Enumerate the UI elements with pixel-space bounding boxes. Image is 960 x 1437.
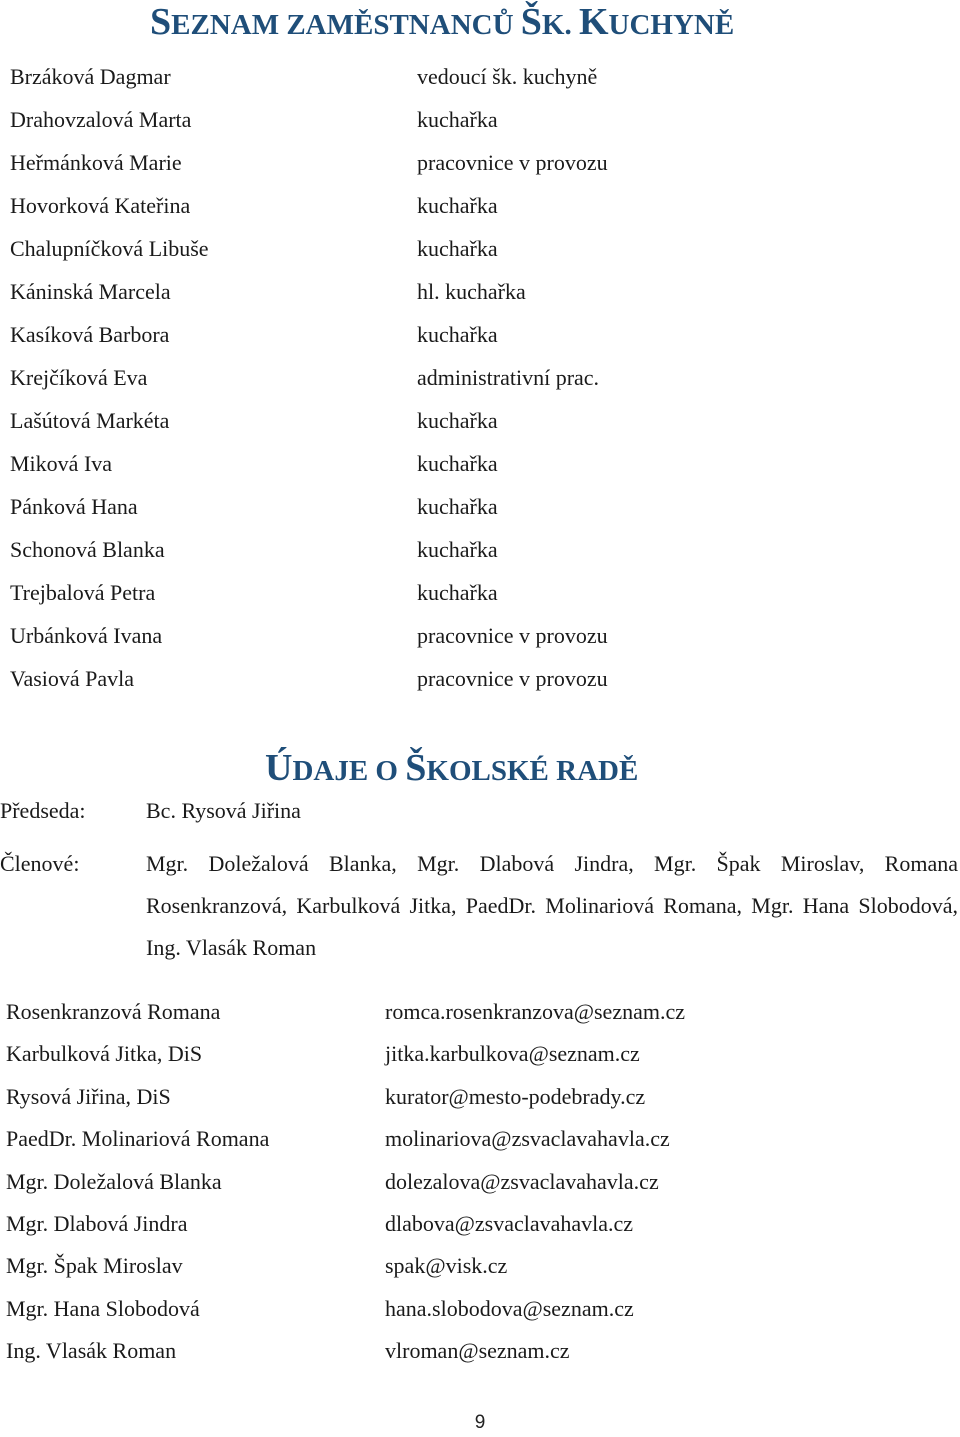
staff-name: Krejčíková Eva (10, 365, 148, 390)
page-number: 9 (474, 1412, 486, 1433)
staff-name: Brzáková Dagmar (10, 64, 171, 89)
staff-name: Káninská Marcela (10, 279, 171, 304)
board-title-rest: DAJE O (292, 755, 406, 787)
contact-email: jitka.karbulkova@seznam.cz (385, 1041, 640, 1067)
staff-list-title (150, 3, 734, 41)
staff-role: vedoucí šk. kuchyně (417, 64, 598, 89)
staff-name: Kasíková Barbora (10, 322, 170, 347)
staff-name: Hovorková Kateřina (10, 193, 191, 218)
staff-title-rest-2: K. (541, 9, 579, 41)
staff-title-rest: EZNAM ZAMĚSTNANCŮ (171, 9, 521, 41)
staff-name: Drahovzalová Marta (10, 107, 192, 132)
members-value: Mgr. Doležalová Blanka, Mgr. Dlabová Jindra, Mgr. Špak Miroslav, Romana Rosenkranzová, Karbulková Jitka, PaedDr. Molinariová Romana, Mgr. Hana Slobodová, Ing. Vlasák Roman (146, 851, 958, 960)
contact-email: molinariova@zsvaclavahavla.cz (385, 1126, 670, 1152)
staff-name: Pánková Hana (10, 494, 138, 519)
staff-role: kuchařka (417, 494, 498, 519)
school-board-title (265, 749, 638, 787)
chair-value: Bc. Rysová Jiřina (146, 798, 301, 823)
contact-name: Karbulková Jitka, DiS (6, 1041, 203, 1067)
contact-email: dolezalova@zsvaclavahavla.cz (385, 1168, 659, 1194)
staff-role-column (417, 55, 608, 700)
staff-role: administrativní prac. (417, 365, 600, 390)
staff-name: Urbánková Ivana (10, 623, 163, 648)
contact-name: Mgr. Špak Miroslav (6, 1253, 183, 1279)
contact-name: PaedDr. Molinariová Romana (6, 1126, 270, 1152)
staff-name: Chalupníčková Libuše (10, 236, 209, 261)
staff-role: kuchařka (417, 322, 498, 347)
contact-email: kurator@mesto-podebrady.cz (385, 1083, 646, 1109)
staff-title-lead-2: Š (520, 1, 542, 43)
staff-role: hl. kuchařka (417, 279, 526, 304)
staff-role: kuchařka (417, 236, 498, 261)
contact-email: vlroman@seznam.cz (385, 1338, 570, 1364)
staff-role: kuchařka (417, 107, 498, 132)
staff-role: kuchařka (417, 537, 498, 562)
contact-name-column (6, 991, 269, 1373)
staff-role: pracovnice v provozu (417, 623, 608, 648)
board-title-lead: Ú (265, 747, 293, 789)
chair-label: Předseda: (0, 798, 86, 823)
staff-name-column (10, 55, 209, 700)
staff-role: pracovnice v provozu (417, 666, 608, 691)
staff-name: Vasiová Pavla (10, 666, 135, 691)
staff-role: pracovnice v provozu (417, 150, 608, 175)
staff-role: kuchařka (417, 408, 498, 433)
contact-email: spak@visk.cz (385, 1253, 508, 1279)
staff-name: Schonová Blanka (10, 537, 165, 562)
staff-name: Heřmánková Marie (10, 150, 182, 175)
staff-role: kuchařka (417, 193, 498, 218)
contact-name: Mgr. Doležalová Blanka (6, 1168, 222, 1194)
staff-role: kuchařka (417, 451, 498, 476)
contact-name: Rosenkranzová Romana (6, 999, 221, 1024)
contact-name: Rysová Jiřina, DiS (6, 1083, 171, 1109)
staff-name: Trejbalová Petra (10, 580, 156, 605)
contact-email: hana.slobodova@seznam.cz (385, 1295, 634, 1321)
staff-name: Miková Iva (10, 451, 113, 476)
contact-email-column (385, 991, 685, 1373)
contact-name: Mgr. Hana Slobodová (6, 1295, 200, 1321)
staff-name: Lašútová Markéta (10, 408, 170, 433)
staff-title-lead-3: K (578, 1, 609, 43)
contact-name: Mgr. Dlabová Jindra (6, 1210, 188, 1236)
contact-email: romca.rosenkranzova@seznam.cz (385, 999, 685, 1024)
staff-title-lead: S (150, 1, 172, 43)
staff-role: kuchařka (417, 580, 498, 605)
contact-email: dlabova@zsvaclavahavla.cz (385, 1210, 634, 1236)
staff-title-rest-3: UCHYNĚ (608, 9, 735, 41)
board-title-lead-2: Š (405, 747, 427, 789)
contact-name: Ing. Vlasák Roman (6, 1338, 177, 1364)
board-title-rest-2: KOLSKÉ RADĚ (426, 755, 639, 787)
members-label: Členové: (0, 851, 80, 876)
